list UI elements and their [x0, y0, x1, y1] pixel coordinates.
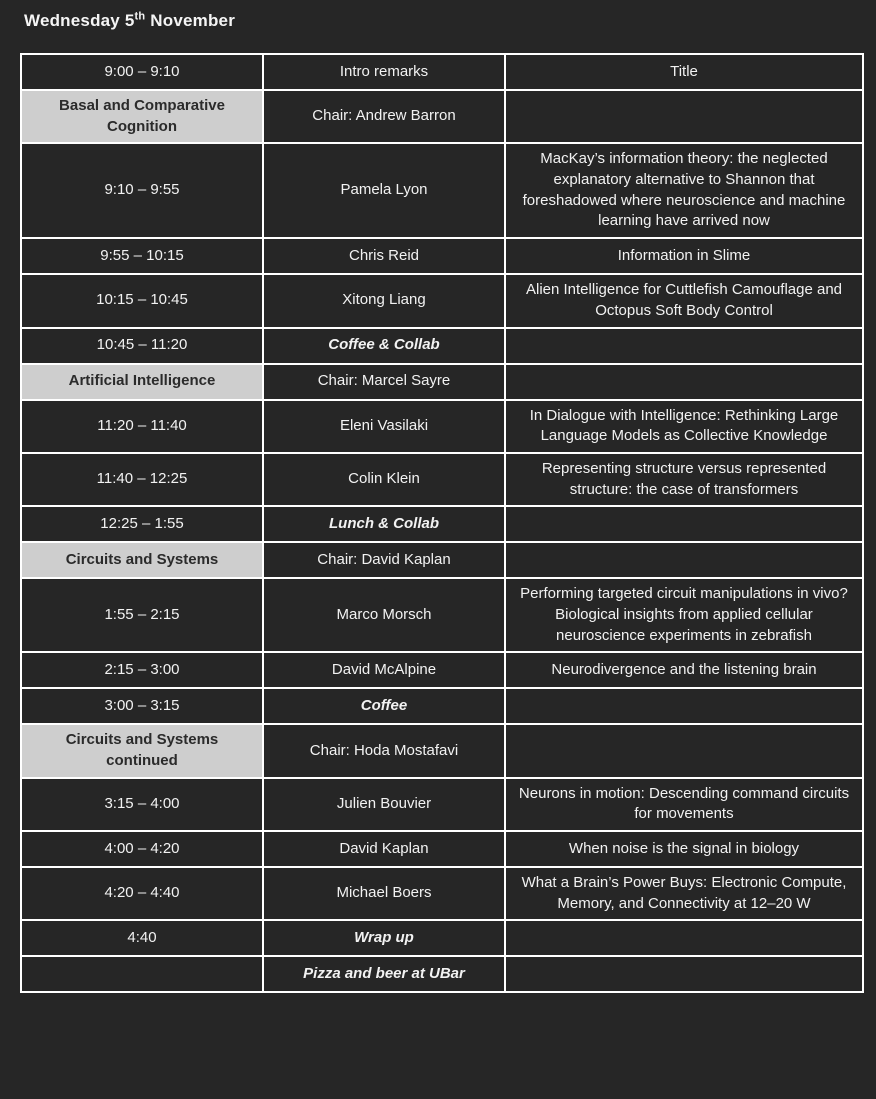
speaker-cell: Marco Morsch: [263, 578, 505, 652]
time-cell: 4:00 – 4:20: [21, 831, 263, 867]
table-row: [21, 274, 863, 327]
time-cell: 3:00 – 3:15: [21, 688, 263, 724]
time-cell: 10:45 – 11:20: [21, 328, 263, 364]
time-cell: 9:10 – 9:55: [21, 143, 263, 238]
title-cell: [505, 956, 863, 992]
break-label-cell: Coffee: [263, 688, 505, 724]
title-cell: Neurodivergence and the listening brain: [505, 652, 863, 688]
title-cell: [505, 542, 863, 578]
table-row: [21, 578, 863, 652]
session-name-cell: Artificial Intelligence: [21, 364, 263, 400]
break-label-cell: Coffee & Collab: [263, 328, 505, 364]
time-cell: [21, 956, 263, 992]
title-cell: MacKay’s information theory: the neglected explanatory alternative to Shannon that foreshadowed where neuroscience and machine learning have arrived now: [505, 143, 863, 238]
time-cell: 9:55 – 10:15: [21, 238, 263, 274]
chair-cell: Chair: Hoda Mostafavi: [263, 724, 505, 777]
speaker-cell: Xitong Liang: [263, 274, 505, 327]
title-cell: [505, 328, 863, 364]
time-cell: 1:55 – 2:15: [21, 578, 263, 652]
speaker-cell: Julien Bouvier: [263, 778, 505, 831]
break-label-cell: Wrap up: [263, 920, 505, 956]
title-cell: Representing structure versus represented structure: the case of transformers: [505, 453, 863, 506]
table-row: [21, 400, 863, 453]
title-cell: [505, 688, 863, 724]
table-row: [21, 54, 863, 90]
time-cell: 11:40 – 12:25: [21, 453, 263, 506]
title-cell: Performing targeted circuit manipulations in vivo? Biological insights from applied cellular neuroscience experiments in zebrafish: [505, 578, 863, 652]
chair-cell: Chair: Marcel Sayre: [263, 364, 505, 400]
title-cell: Title: [505, 54, 863, 90]
title-cell: What a Brain’s Power Buys: Electronic Compute, Memory, and Connectivity at 12–20 W: [505, 867, 863, 920]
table-row: [21, 867, 863, 920]
speaker-cell: Pamela Lyon: [263, 143, 505, 238]
speaker-cell: Colin Klein: [263, 453, 505, 506]
time-cell: 11:20 – 11:40: [21, 400, 263, 453]
session-name-cell: Circuits and Systems continued: [21, 724, 263, 777]
page-title: [24, 11, 858, 31]
table-row: [21, 920, 863, 956]
page-title-text: Wednesday 5: [24, 11, 135, 30]
schedule-table: [20, 53, 864, 993]
title-cell: In Dialogue with Intelligence: Rethinking Large Language Models as Collective Knowledge: [505, 400, 863, 453]
table-row: [21, 506, 863, 542]
page-title-ordinal: th: [134, 10, 146, 23]
table-row: [21, 90, 863, 143]
page-title-month: November: [145, 11, 236, 30]
speaker-cell: Intro remarks: [263, 54, 505, 90]
speaker-cell: Chris Reid: [263, 238, 505, 274]
title-cell: Neurons in motion: Descending command circuits for movements: [505, 778, 863, 831]
session-name-cell: Basal and Comparative Cognition: [21, 90, 263, 143]
table-row: [21, 143, 863, 238]
table-row: [21, 453, 863, 506]
table-row: [21, 956, 863, 992]
time-cell: 4:40: [21, 920, 263, 956]
table-row: [21, 688, 863, 724]
title-cell: Alien Intelligence for Cuttlefish Camouflage and Octopus Soft Body Control: [505, 274, 863, 327]
schedule-table-body: [21, 54, 863, 992]
time-cell: 9:00 – 9:10: [21, 54, 263, 90]
time-cell: 2:15 – 3:00: [21, 652, 263, 688]
speaker-cell: Michael Boers: [263, 867, 505, 920]
title-cell: [505, 506, 863, 542]
chair-cell: Chair: Andrew Barron: [263, 90, 505, 143]
title-cell: [505, 364, 863, 400]
table-row: [21, 652, 863, 688]
speaker-cell: David McAlpine: [263, 652, 505, 688]
table-row: [21, 328, 863, 364]
table-row: [21, 542, 863, 578]
table-row: [21, 724, 863, 777]
speaker-cell: David Kaplan: [263, 831, 505, 867]
speaker-cell: Eleni Vasilaki: [263, 400, 505, 453]
time-cell: 3:15 – 4:00: [21, 778, 263, 831]
table-row: [21, 831, 863, 867]
table-row: [21, 364, 863, 400]
title-cell: When noise is the signal in biology: [505, 831, 863, 867]
title-cell: [505, 920, 863, 956]
table-row: [21, 238, 863, 274]
session-name-cell: Circuits and Systems: [21, 542, 263, 578]
table-row: [21, 778, 863, 831]
title-cell: [505, 90, 863, 143]
title-cell: [505, 724, 863, 777]
time-cell: 12:25 – 1:55: [21, 506, 263, 542]
title-cell: Information in Slime: [505, 238, 863, 274]
break-label-cell: Lunch & Collab: [263, 506, 505, 542]
chair-cell: Chair: David Kaplan: [263, 542, 505, 578]
time-cell: 4:20 – 4:40: [21, 867, 263, 920]
break-label-cell: Pizza and beer at UBar: [263, 956, 505, 992]
time-cell: 10:15 – 10:45: [21, 274, 263, 327]
